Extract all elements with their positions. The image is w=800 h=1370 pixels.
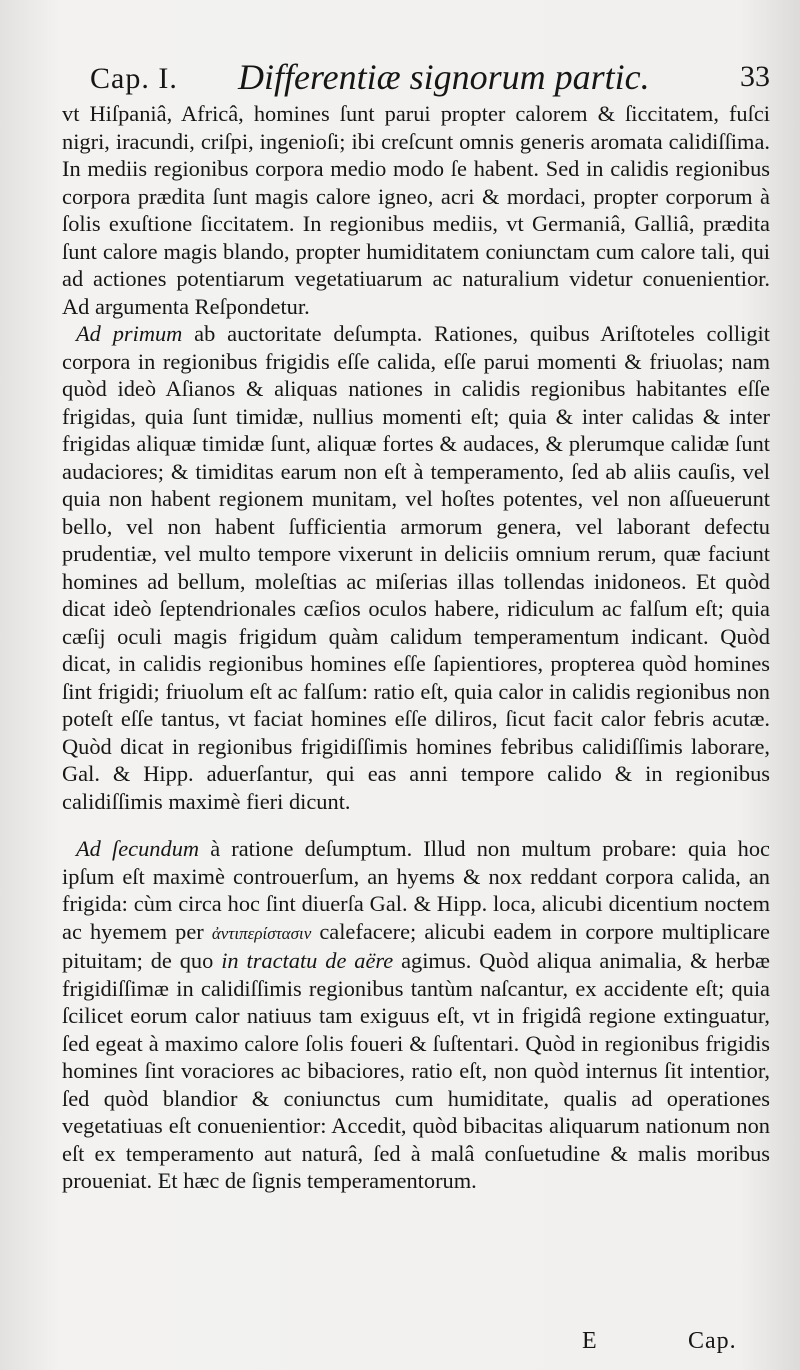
page-footer (0, 1328, 800, 1358)
paragraph-3-reference: in tractatu de aëre (221, 948, 394, 973)
running-header (90, 56, 770, 100)
paragraph-3-text-c: agimus. Quòd aliqua animalia, & herbæ frigidiſſimæ in calidiſſimis regionibus tantùm naſcantur, ex accidente eſt; quia ſcilicet eorum calor natiuus tam exiguus eſt, vt in frigidâ regione extinguatur, ſed egeat à maximo calore ſolis foueri & ſuſtentari. Quòd in regionibus frigidis homines ſint voraciores ac bibaciores, ratio eſt, non quòd internus ſit intentior, ſed quòd blandior & coniunctus cum humiditate, qualis ad operationes vegetatiuas eſt conuenientior: Accedit, quòd bibacitas aliquarum nationum non eſt ex temperamento aut naturâ, ſed à malâ conſuetudine & malis moribus proueniat. Et hæc de ſignis temperamentorum. (62, 948, 770, 1193)
chapter-label: Cap. I. (90, 62, 178, 95)
paragraph-2-lead: Ad primum (76, 321, 183, 346)
running-title: Differentiæ signorum partic. (238, 57, 650, 97)
paragraph-3-lead: Ad ſecundum (76, 836, 200, 861)
paragraph-2-text: ab auctoritate deſumpta. Rationes, quibus Ariſtoteles colligit corpora in regionibus frigidis eſſe calida, eſſe parui momenti & friuolas; nam quòd ideò Aſianos & aliquas nationes in calidis regionibus habitantes eſſe frigidas, quia ſunt timidæ, nullius momenti eſt; quia & inter calidas & inter frigidas aliquæ timidæ ſunt, aliquæ fortes & audaces, & plerumque calidæ ſunt audaciores; & timiditas earum non eſt à temperamento, ſed ab aliis cauſis, vel quia non habent regionem munitam, vel hoſtes potentes, vel non aſſueuerunt bello, vel non habent ſufficientia armorum genera, vel laborant defectu prudentiæ, vel multo tempore vixerunt in deliciis omnium rerum, quæ faciunt homines ad bellum, moleſtias ac miſerias illas tollendas inidoneos. Et quòd dicat ideò ſeptendrionales cæſios oculos habere, ridiculum ac falſum eſt; quia cæſij oculi magis frigidum quàm calidum temperamentum indicant. Quòd dicat, in calidis regionibus homines eſſe ſapientiores, propterea quòd homines ſint frigidi; friuolum eſt ac falſum: ratio eſt, quia calor in calidis regionibus non poteſt eſſe tantus, vt faciat homines eſſe diliros, ſicut facit calor febris acutæ. Quòd dicat in regionibus frigidiſſimis homines febribus calidiſſimis laborare, Gal. & Hipp. aduerſantur, qui eas anni tempore calido & in regionibus calidiſſimis maximè fieri dicunt. (62, 321, 770, 814)
signature-mark: E (582, 1328, 597, 1354)
catchword: Cap. (688, 1328, 737, 1354)
paragraph-3-text-a: à ratione deſumptum. Illud non multum probare: quia hoc ipſum eſt maximè controuerſum, an hyems & nox reddant corpora calida, an frigida: cùm circa hoc ſint diuerſa Gal. & Hipp. loca, alicubi dicentium noctem ac hyemem per (62, 836, 770, 944)
greek-word: ἀντιπερίστασιν (211, 923, 312, 943)
paragraph-3-text-b: calefacere; alicubi eadem in corpore multiplicare pituitam; de quo (62, 918, 770, 973)
paragraph-3 (62, 835, 770, 1195)
paragraph-1: vt Hiſpaniâ, Africâ, homines ſunt parui propter calorem & ſiccitatem, fuſci nigri, iracundi, criſpi, ingenioſi; ibi creſcunt omnis generis aromata calidiſſima. In mediis regionibus corpora medio modo ſe habent. Sed in calidis regionibus corpora prædita ſunt magis calore igneo, acri & mordaci, propter corporum à ſolis exuſtione ſiccitatem. In regionibus mediis, vt Germaniâ, Galliâ, prædita ſunt calore magis blando, propter humiditatem coniunctam cum calore tali, qui ad actiones potentiarum vegetatiuarum ac naturalium videtur conuenientior. Ad argumenta Reſpondetur. (62, 101, 770, 319)
paragraph-2 (62, 320, 770, 815)
body-text (62, 100, 770, 1195)
page-number: 33 (740, 60, 770, 93)
